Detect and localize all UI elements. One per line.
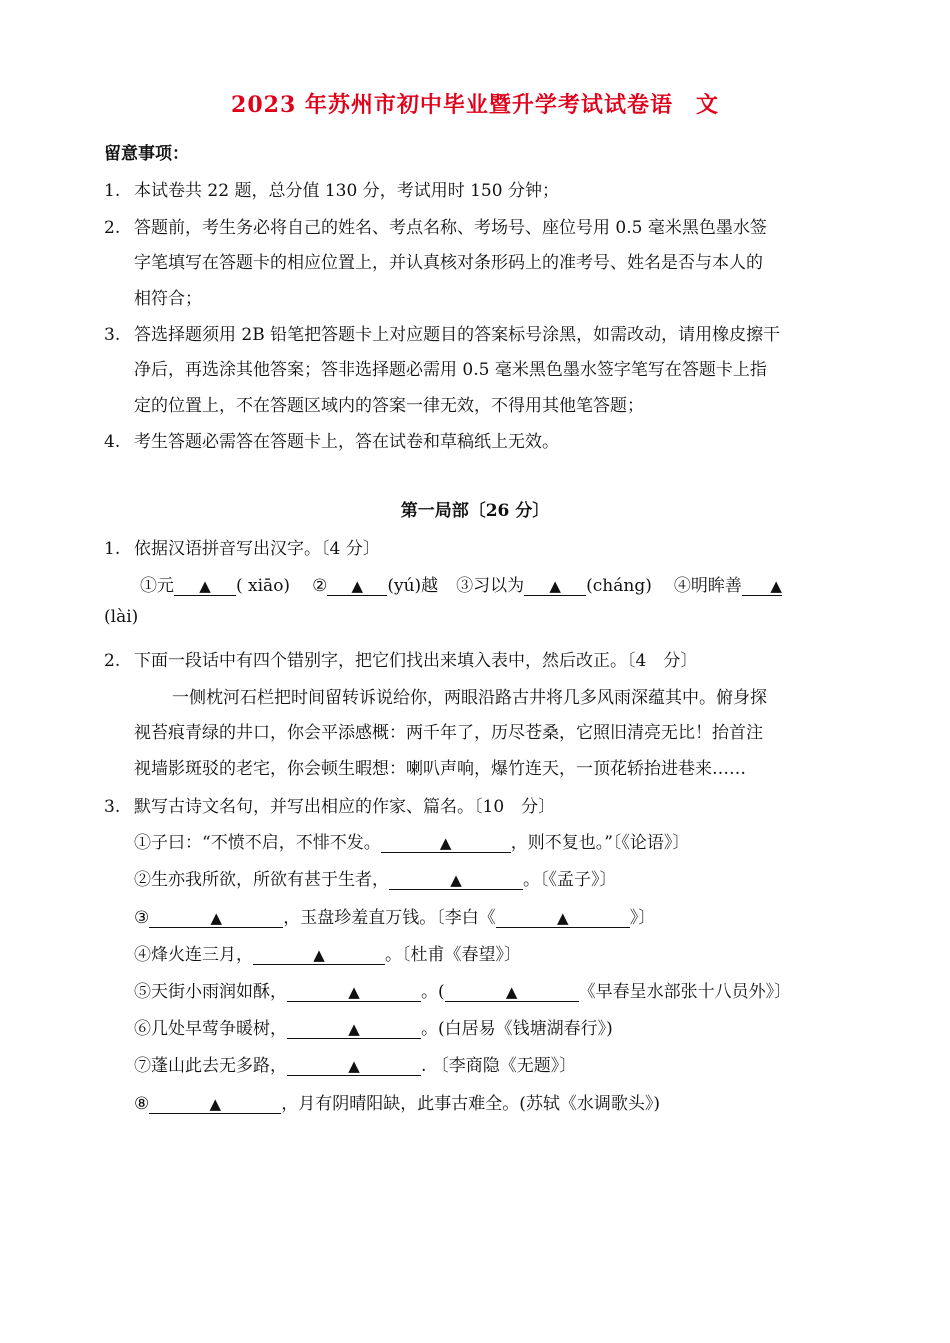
notice-item-3: 3. 答选择题须用 2B 铅笔把答题卡上对应题目的答案标号涂黑，如需改动，请用橡皮擦干 xyxy=(104,325,781,345)
question-3-line-2: ②生亦我所欲，所欲有甚于生者， ▲ 。〔《孟子》〕 xyxy=(134,870,617,890)
notice-item-2-line-3: 相符合； xyxy=(134,289,202,309)
question-3-line-5: ⑤天街小雨润如酥， ▲ 。( ▲ 《早春呈水部张十八员外》〕 xyxy=(134,982,792,1002)
question-3-line-1: ①子曰：“不愤不启，不悱不发。 ▲ ，则不复也。”〔《论语》〕 xyxy=(134,833,690,853)
question-1-prompt: 1. 依据汉语拼音写出汉字。〔4 分〕 xyxy=(104,539,380,559)
answer-blank[interactable]: ▲ xyxy=(496,910,630,928)
notice-item-2-line-2: 字笔填写在答题卡的相应位置上，并认真核对条形码上的准考号、姓名是否与本人的 xyxy=(134,253,763,273)
question-1-items: ①元 ▲ ( xiāo) ② ▲ (yú)越 ③习以为 ▲ (cháng) ④明眸善 ▲ xyxy=(140,576,782,596)
question-3-line-3: ③ ▲ ，玉盘珍羞直万钱。〔李白《 ▲ 》〕 xyxy=(134,908,656,928)
answer-blank[interactable]: ▲ xyxy=(742,578,782,596)
question-2-passage-line-3: 视墙影斑驳的老宅，你会顿生暇想：喇叭声响，爆竹连天，一顶花轿抬进巷来…… xyxy=(134,759,746,779)
question-2-passage-line-2: 视苔痕青绿的井口，你会平添感概：两千年了，历尽苍桑，它照旧清亮无比！抬首注 xyxy=(134,723,763,743)
question-2-prompt: 2. 下面一段话中有四个错别字，把它们找出来填入表中，然后改正。〔4 分〕 xyxy=(104,651,698,671)
answer-blank[interactable]: ▲ xyxy=(287,1021,421,1039)
answer-blank[interactable]: ▲ xyxy=(327,578,387,596)
answer-blank[interactable]: ▲ xyxy=(149,1096,281,1114)
answer-blank[interactable]: ▲ xyxy=(381,835,511,853)
question-3-line-6: ⑥几处早莺争暖树， ▲ 。(白居易《钱塘湖春行》) xyxy=(134,1019,613,1039)
section-heading: 第一局部〔26 分〕 xyxy=(400,501,550,521)
question-3-line-4: ④烽火连三月， ▲ 。〔杜甫《春望》〕 xyxy=(134,945,521,965)
notice-item-3-line-3: 定的位置上，不在答题区域内的答案一律无效，不得用其他笔答题； xyxy=(134,396,644,416)
question-3-line-7: ⑦蓬山此去无多路， ▲ . 〔李商隐《无题》〕 xyxy=(134,1056,577,1076)
answer-blank[interactable]: ▲ xyxy=(524,578,586,596)
notice-item-3-line-2: 净后，再选涂其他答案；答非选择题必需用 0.5 毫米黑色墨水签字笔写在答题卡上指 xyxy=(134,360,767,380)
question-3-line-8: ⑧ ▲ ，月有阴晴阳缺，此事古难全。(苏轼《水调歌头》) xyxy=(134,1094,661,1114)
answer-blank[interactable]: ▲ xyxy=(287,1058,421,1076)
question-1-tail: (lài) xyxy=(104,607,139,627)
notice-heading: 留意事项： xyxy=(104,144,189,164)
answer-blank[interactable]: ▲ xyxy=(287,984,421,1002)
answer-blank[interactable]: ▲ xyxy=(174,578,236,596)
question-3-prompt: 3. 默写古诗文名句，并写出相应的作家、篇名。〔10 分〕 xyxy=(104,797,556,817)
answer-blank[interactable]: ▲ xyxy=(389,872,523,890)
answer-blank[interactable]: ▲ xyxy=(253,947,385,965)
notice-item-1: 1. 本试卷共 22 题，总分值 130 分，考试用时 150 分钟； xyxy=(104,181,559,201)
answer-blank[interactable]: ▲ xyxy=(149,910,283,928)
question-2-passage-line-1: 一侧枕河石栏把时间留转诉说给你，两眼沿路古井将几多风雨深蕴其中。俯身探 xyxy=(172,688,767,708)
notice-item-2: 2. 答题前，考生务必将自己的姓名、考点名称、考场号、座位号用 0.5 毫米黑色墨水签 xyxy=(104,218,767,238)
answer-blank[interactable]: ▲ xyxy=(445,984,579,1002)
notice-item-4: 4. 考生答题必需答在答题卡上，答在试卷和草稿纸上无效。 xyxy=(104,432,559,452)
exam-title: 2023 年苏州市初中毕业暨升学考试试卷语 文 xyxy=(231,92,719,118)
